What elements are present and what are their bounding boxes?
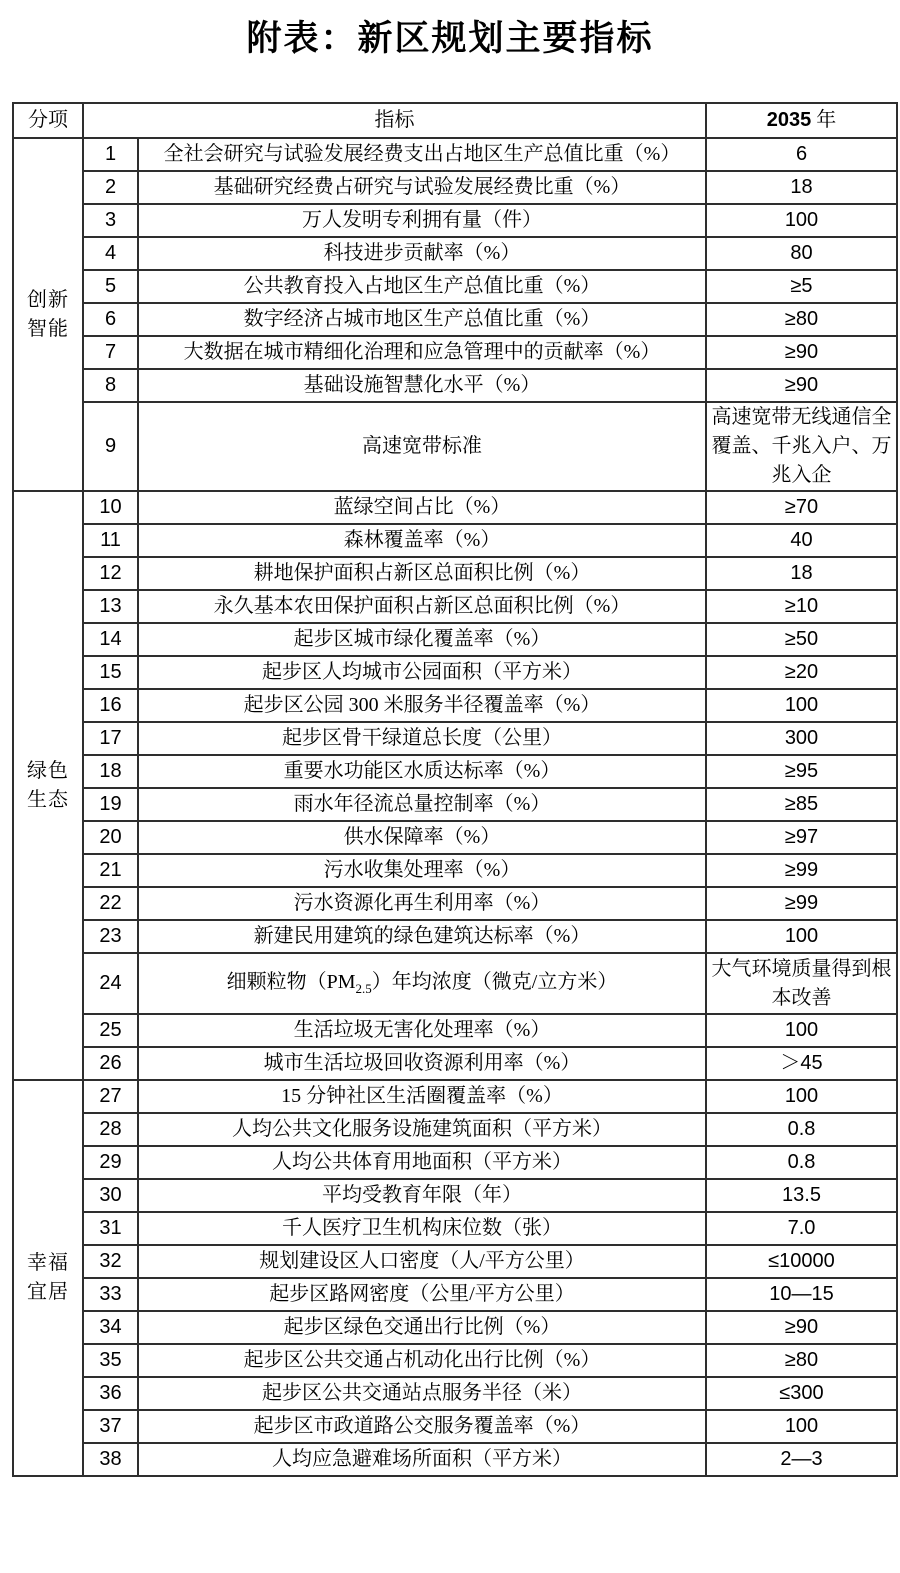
row-number-cell: 2 [83,171,138,204]
header-indicator: 指标 [83,103,706,138]
table-row [13,270,897,303]
row-number-cell: 32 [83,1245,138,1278]
indicator-cell: 永久基本农田保护面积占新区总面积比例（%） [138,590,706,623]
indicator-cell: 雨水年径流总量控制率（%） [138,788,706,821]
row-number-cell: 17 [83,722,138,755]
table-row [13,524,897,557]
row-number-cell: 33 [83,1278,138,1311]
indicator-cell: 起步区城市绿化覆盖率（%） [138,623,706,656]
category-label-line: 生态 [27,788,69,811]
indicator-cell: 大数据在城市精细化治理和应急管理中的贡献率（%） [138,336,706,369]
target-value-cell: ≤300 [706,1377,897,1410]
target-value-cell: ≥85 [706,788,897,821]
row-number-cell: 23 [83,920,138,953]
target-value-cell: 0.8 [706,1146,897,1179]
target-value-cell: ≥70 [706,491,897,524]
target-value-cell: 大气环境质量得到根本改善 [706,953,897,1014]
table-row [13,1212,897,1245]
indicator-cell: 规划建设区人口密度（人/平方公里） [138,1245,706,1278]
indicator-cell: 蓝绿空间占比（%） [138,491,706,524]
table-row [13,402,897,491]
row-number-cell: 25 [83,1014,138,1047]
indicator-cell: 人均公共文化服务设施建筑面积（平方米） [138,1113,706,1146]
row-number-cell: 18 [83,755,138,788]
table-row [13,722,897,755]
target-value-cell: 100 [706,1410,897,1443]
table-row [13,920,897,953]
table-row [13,303,897,336]
category-cell [13,491,83,1080]
indicator-cell: 起步区路网密度（公里/平方公里） [138,1278,706,1311]
row-number-cell: 24 [83,953,138,1014]
indicator-cell: 森林覆盖率（%） [138,524,706,557]
table-row [13,1410,897,1443]
table-row [13,689,897,722]
target-value-cell: 高速宽带无线通信全覆盖、千兆入户、万兆入企 [706,402,897,491]
row-number-cell: 37 [83,1410,138,1443]
table-row [13,171,897,204]
target-value-cell: 40 [706,524,897,557]
indicator-cell: 起步区绿色交通出行比例（%） [138,1311,706,1344]
row-number-cell: 20 [83,821,138,854]
target-value-cell: ≥80 [706,1344,897,1377]
row-number-cell: 19 [83,788,138,821]
table-row [13,1344,897,1377]
row-number-cell: 22 [83,887,138,920]
table-row [13,557,897,590]
table-row [13,623,897,656]
target-value-cell: 300 [706,722,897,755]
page-title: 附表：新区规划主要指标 [246,19,654,58]
table-row [13,656,897,689]
indicator-cell: 15 分钟社区生活圈覆盖率（%） [138,1080,706,1113]
row-number-cell: 29 [83,1146,138,1179]
category-label-line: 创新 [27,288,69,311]
table-row [13,237,897,270]
table-row [13,1080,897,1113]
indicator-cell: 城市生活垃圾回收资源利用率（%） [138,1047,706,1080]
indicator-cell: 平均受教育年限（年） [138,1179,706,1212]
target-value-cell: 10—15 [706,1278,897,1311]
header-category: 分项 [13,103,83,138]
target-value-cell: ≥99 [706,887,897,920]
indicator-cell: 千人医疗卫生机构床位数（张） [138,1212,706,1245]
header-year [706,103,897,138]
header-year-suffix: 年 [816,109,837,131]
target-value-cell: ≥10 [706,590,897,623]
table-row [13,1146,897,1179]
table-row [13,821,897,854]
table-row [13,953,897,1014]
target-value-cell: ≥90 [706,369,897,402]
target-value-cell: 13.5 [706,1179,897,1212]
indicator-cell: 人均应急避难场所面积（平方米） [138,1443,706,1476]
target-value-cell: ≥90 [706,1311,897,1344]
indicator-cell: 起步区人均城市公园面积（平方米） [138,656,706,689]
target-value-cell: 80 [706,237,897,270]
row-number-cell: 3 [83,204,138,237]
category-label-line: 幸福 [27,1252,69,1274]
indicator-cell: 起步区市政道路公交服务覆盖率（%） [138,1410,706,1443]
row-number-cell: 15 [83,656,138,689]
indicator-cell: 万人发明专利拥有量（件） [138,204,706,237]
target-value-cell: 100 [706,689,897,722]
row-number-cell: 8 [83,369,138,402]
indicator-cell: 全社会研究与试验发展经费支出占地区生产总值比重（%） [138,138,706,171]
indicator-cell: 起步区公共交通站点服务半径（米） [138,1377,706,1410]
table-row [13,336,897,369]
indicator-cell: 耕地保护面积占新区总面积比例（%） [138,557,706,590]
target-value-cell: 100 [706,204,897,237]
row-number-cell: 30 [83,1179,138,1212]
row-number-cell: 16 [83,689,138,722]
row-number-cell: 7 [83,336,138,369]
indicator-cell: 供水保障率（%） [138,821,706,854]
row-number-cell: 27 [83,1080,138,1113]
table-row [13,1377,897,1410]
header-year-number: 2035 [766,109,812,131]
target-value-cell: 18 [706,171,897,204]
indicators-table-body [13,138,897,1476]
indicator-cell: 重要水功能区水质达标率（%） [138,755,706,788]
indicator-cell: 科技进步贡献率（%） [138,237,706,270]
row-number-cell: 31 [83,1212,138,1245]
table-row [13,854,897,887]
target-value-cell: ≥20 [706,656,897,689]
table-row [13,755,897,788]
indicator-cell: 生活垃圾无害化处理率（%） [138,1014,706,1047]
row-number-cell: 34 [83,1311,138,1344]
target-value-cell: ＞45 [706,1047,897,1080]
target-value-cell: ≤10000 [706,1245,897,1278]
indicator-cell: 污水资源化再生利用率（%） [138,887,706,920]
category-label-line: 绿色 [27,759,69,782]
target-value-cell: ≥90 [706,336,897,369]
row-number-cell: 10 [83,491,138,524]
row-number-cell: 9 [83,402,138,491]
indicator-cell: 数字经济占城市地区生产总值比重（%） [138,303,706,336]
target-value-cell: 100 [706,920,897,953]
target-value-cell: 0.8 [706,1113,897,1146]
table-row [13,369,897,402]
row-number-cell: 4 [83,237,138,270]
target-value-cell: ≥80 [706,303,897,336]
indicator-cell: 基础研究经费占研究与试验发展经费比重（%） [138,171,706,204]
table-row [13,1179,897,1212]
target-value-cell: 2—3 [706,1443,897,1476]
table-row [13,788,897,821]
indicator-cell: 基础设施智慧化水平（%） [138,369,706,402]
target-value-cell: ≥99 [706,854,897,887]
row-number-cell: 21 [83,854,138,887]
indicator-cell: 起步区公共交通占机动化出行比例（%） [138,1344,706,1377]
row-number-cell: 6 [83,303,138,336]
table-row [13,204,897,237]
row-number-cell: 13 [83,590,138,623]
table-row [13,1245,897,1278]
target-value-cell: ≥95 [706,755,897,788]
target-value-cell: 100 [706,1080,897,1113]
target-value-cell: 6 [706,138,897,171]
table-header [13,103,897,138]
category-cell [13,138,83,491]
table-row [13,491,897,524]
table-row [13,887,897,920]
target-value-cell: ≥5 [706,270,897,303]
category-label-line: 宜居 [27,1281,69,1303]
indicator-cell: 高速宽带标准 [138,402,706,491]
table-row [13,1047,897,1080]
target-value-cell: ≥50 [706,623,897,656]
row-number-cell: 38 [83,1443,138,1476]
row-number-cell: 36 [83,1377,138,1410]
indicators-table [12,102,898,1477]
target-value-cell: 100 [706,1014,897,1047]
row-number-cell: 11 [83,524,138,557]
indicator-cell: 新建民用建筑的绿色建筑达标率（%） [138,920,706,953]
table-row [13,1014,897,1047]
table-row [13,590,897,623]
target-value-cell: 7.0 [706,1212,897,1245]
indicator-cell: 起步区骨干绿道总长度（公里） [138,722,706,755]
table-row [13,1311,897,1344]
row-number-cell: 1 [83,138,138,171]
category-label-line: 智能 [27,317,69,340]
row-number-cell: 28 [83,1113,138,1146]
indicator-cell: 起步区公园 300 米服务半径覆盖率（%） [138,689,706,722]
row-number-cell: 12 [83,557,138,590]
row-number-cell: 35 [83,1344,138,1377]
indicator-cell: 污水收集处理率（%） [138,854,706,887]
row-number-cell: 5 [83,270,138,303]
indicator-cell: 人均公共体育用地面积（平方米） [138,1146,706,1179]
table-row [13,1443,897,1476]
header-row [13,103,897,138]
table-row [13,138,897,171]
target-value-cell: 18 [706,557,897,590]
row-number-cell: 26 [83,1047,138,1080]
table-row [13,1278,897,1311]
indicator-cell: 公共教育投入占地区生产总值比重（%） [138,270,706,303]
target-value-cell: ≥97 [706,821,897,854]
category-cell [13,1080,83,1476]
indicator-cell: 细颗粒物$(PM_{2.5})$年均浓度（微克/立方米） [138,953,706,1014]
row-number-cell: 14 [83,623,138,656]
table-row [13,1113,897,1146]
